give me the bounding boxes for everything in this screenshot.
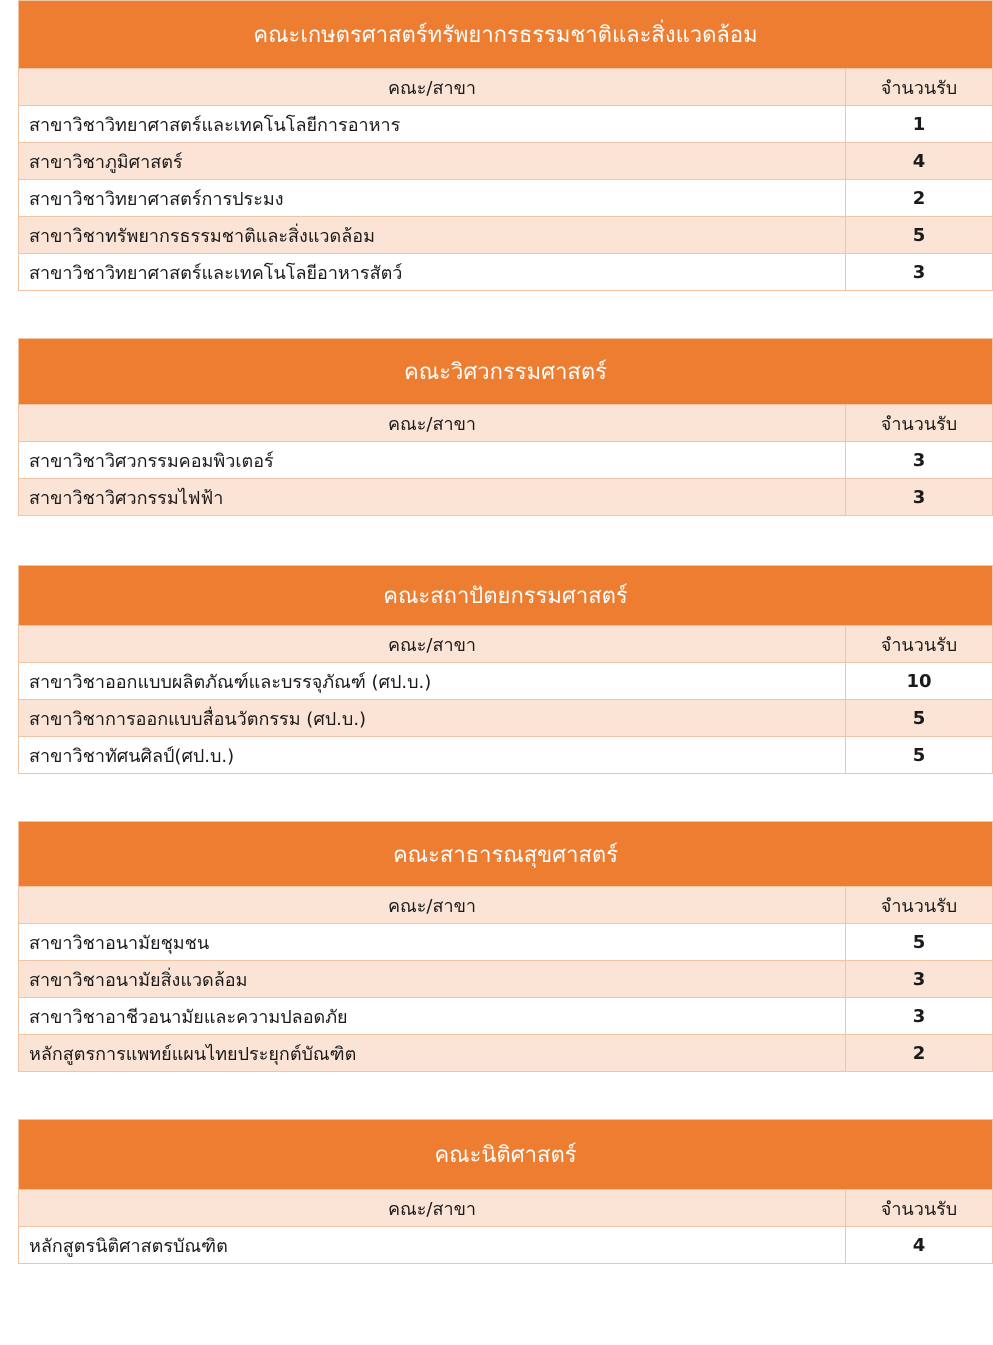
- faculty-table-public-health: [18, 821, 993, 1072]
- program-name: สาขาวิชาอาชีวอนามัยและความปลอดภัย: [19, 998, 846, 1034]
- program-name: สาขาวิชาออกแบบผลิตภัณฑ์และบรรจุภัณฑ์ (ศป.บ.): [19, 663, 846, 699]
- column-header-program: คณะ/สาขา: [19, 1190, 846, 1226]
- column-header-program: คณะ/สาขา: [19, 626, 846, 662]
- table-header-row: [19, 886, 992, 923]
- quota-count: 5: [912, 707, 926, 729]
- table-row: [19, 216, 992, 253]
- faculty-title: คณะสาธารณสุขศาสตร์: [19, 822, 992, 886]
- table-row: [19, 142, 992, 179]
- quota-count: 3: [912, 968, 926, 990]
- quota-count: 10: [906, 670, 932, 692]
- column-header-quota: จำนวนรับ: [880, 895, 958, 917]
- table-row: [19, 441, 992, 478]
- program-name: สาขาวิชาภูมิศาสตร์: [19, 143, 846, 179]
- program-name: สาขาวิชาวิทยาศาสตร์และเทคโนโลยีอาหารสัตว์: [19, 254, 846, 290]
- quota-count: 5: [912, 744, 926, 766]
- table-row: [19, 923, 992, 960]
- table-row: [19, 105, 992, 142]
- faculty-table-architecture: [18, 565, 993, 774]
- quota-count: 1: [912, 113, 926, 135]
- faculty-title: คณะเกษตรศาสตร์ทรัพยากรธรรมชาติและสิ่งแวดล้อม: [19, 1, 992, 68]
- quota-count: 4: [912, 1234, 926, 1256]
- quota-count: 3: [912, 486, 926, 508]
- quota-count: 4: [912, 150, 926, 172]
- column-header-quota: จำนวนรับ: [880, 1198, 958, 1220]
- quota-count: 2: [912, 1042, 926, 1064]
- column-header-program: คณะ/สาขา: [19, 887, 846, 923]
- program-name: สาขาวิชาอนามัยชุมชน: [19, 924, 846, 960]
- program-name: สาขาวิชาการออกแบบสื่อนวัตกรรม (ศป.บ.): [19, 700, 846, 736]
- table-row: [19, 662, 992, 699]
- faculty-title: คณะวิศวกรรมศาสตร์: [19, 339, 992, 404]
- table-header-row: [19, 1189, 992, 1226]
- column-header-quota: จำนวนรับ: [880, 77, 958, 99]
- column-header-program: คณะ/สาขา: [19, 405, 846, 441]
- table-row: [19, 1034, 992, 1071]
- program-name: สาขาวิชาวิศวกรรมคอมพิวเตอร์: [19, 442, 846, 478]
- column-header-program: คณะ/สาขา: [19, 69, 846, 105]
- column-header-quota: จำนวนรับ: [880, 413, 958, 435]
- table-row: [19, 1226, 992, 1263]
- program-name: สาขาวิชาวิศวกรรมไฟฟ้า: [19, 479, 846, 515]
- table-row: [19, 699, 992, 736]
- table-row: [19, 478, 992, 515]
- faculty-table-engineering: [18, 338, 993, 516]
- quota-count: 5: [912, 931, 926, 953]
- program-name: สาขาวิชาอนามัยสิ่งแวดล้อม: [19, 961, 846, 997]
- program-name: หลักสูตรการแพทย์แผนไทยประยุกต์บัณฑิต: [19, 1035, 846, 1071]
- program-name: สาขาวิชาวิทยาศาสตร์และเทคโนโลยีการอาหาร: [19, 106, 846, 142]
- table-header-row: [19, 68, 992, 105]
- table-header-row: [19, 625, 992, 662]
- quota-count: 5: [912, 224, 926, 246]
- table-row: [19, 253, 992, 290]
- quota-count: 3: [912, 261, 926, 283]
- program-name: สาขาวิชาทรัพยากรธรรมชาติและสิ่งแวดล้อม: [19, 217, 846, 253]
- column-header-quota: จำนวนรับ: [880, 634, 958, 656]
- table-header-row: [19, 404, 992, 441]
- faculty-table-agriculture: [18, 0, 993, 291]
- program-name: สาขาวิชาทัศนศิลป์(ศป.บ.): [19, 737, 846, 773]
- table-row: [19, 736, 992, 773]
- table-row: [19, 179, 992, 216]
- faculty-title: คณะสถาปัตยกรรมศาสตร์: [19, 566, 992, 625]
- quota-count: 3: [912, 1005, 926, 1027]
- faculty-table-law: [18, 1119, 993, 1264]
- program-name: หลักสูตรนิติศาสตรบัณฑิต: [19, 1227, 846, 1263]
- program-name: สาขาวิชาวิทยาศาสตร์การประมง: [19, 180, 846, 216]
- table-row: [19, 997, 992, 1034]
- table-row: [19, 960, 992, 997]
- faculty-title: คณะนิติศาสตร์: [19, 1120, 992, 1189]
- quota-count: 3: [912, 449, 926, 471]
- quota-count: 2: [912, 187, 926, 209]
